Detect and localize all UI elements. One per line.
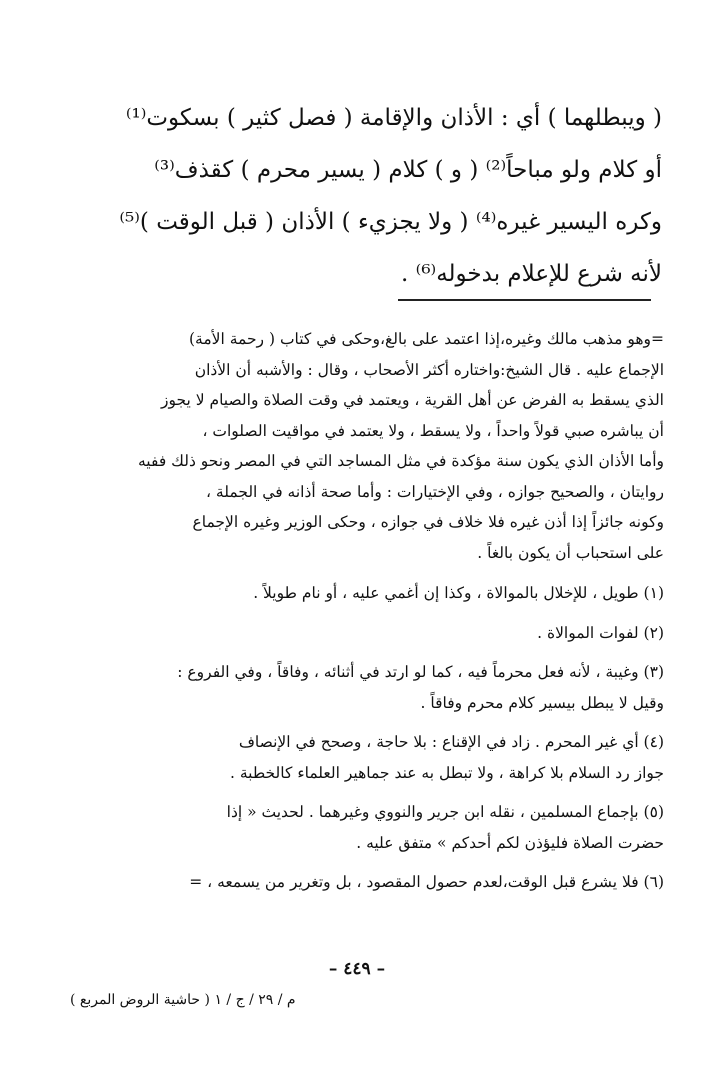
note-line: أن يباشره صبي قولاً واحداً ، ولا يسقط ، ولا يعتمد في مواقيت الصلوات ، [202,421,664,440]
note-line: (٦) فلا يشرع قبل الوقت،لعدم حصول المقصود ، بل وتغرير من يسمعه ، = [189,873,664,891]
note-line: حضرت الصلاة فليؤذن لكم أحدكم » متفق عليه . [356,833,664,852]
note-line: (٣) وغيبة ، لأنه فعل محرماً فيه ، كما لو ارتد في أثنائه ، وفاقاً ، وفي الفروع : [177,663,664,681]
footnote-continuation [50,324,664,568]
note-line: (٢) لفوات الموالاة . [537,623,664,642]
main-line: أو كلام ولو مباحاً⁽²⁾ ( و ) كلام ( يسير محرم ) كقذف⁽³⁾ [154,157,662,183]
note-line: الذي يسقط به الفرض عن أهل القرية ، ويعتمد في وقت الصلاة والصيام لا يجوز [160,391,664,409]
footnote-2 [50,618,664,649]
note-line: (٤) أي غير المحرم . زاد في الإقناع : بلا حاجة ، وصحح في الإنصاف [238,733,664,751]
footnote-1 [50,578,664,609]
note-line: =وهو مذهب مالك وغيره،إذا اعتمد على بالغ،وحكى في كتاب ( رحمة الأمة) [188,330,664,348]
footnote-separator [398,299,651,301]
note-line: جواز رد السلام بلا كراهة ، ولا تبطل به عند جماهير العلماء كالخطبة . [230,763,664,782]
footnote-4 [50,727,664,788]
main-text [62,92,662,300]
note-line: (٥) بإجماع المسلمين ، نقله ابن جرير والنووي وغيرهما . لحديث « إذا [226,803,664,821]
book-reference: م / ٢٩ / ج / ١ ( حاشية الروض المربع ) [70,992,296,1008]
footnote-6 [50,867,664,898]
main-line: ( ويبطلهما ) أي : الأذان والإقامة ( فصل كثير ) بسكوت⁽¹⁾ [125,105,662,131]
footnote-3 [50,657,664,718]
footnote-5 [50,797,664,858]
note-line: الإجماع عليه . قال الشيخ:واختاره أكثر الأصحاب ، وقال : والأشبه أن الأذان [194,360,664,379]
main-line: وكره اليسير غيره⁽⁴⁾ ( ولا يجزيء ) الأذان ( قبل الوقت )⁽⁵⁾ [119,209,662,235]
footnotes [50,324,664,907]
note-line: على استحباب أن يكون بالغاً . [477,543,664,562]
page-number: – ٤٤٩ – [328,959,386,979]
main-line: لأنه شرع للإعلام بدخوله⁽⁶⁾ . [401,261,662,287]
note-line: روايتان ، والصحيح جوازه ، وفي الإختيارات : وأما صحة أذانه في الجملة ، [206,482,664,501]
note-line: وقيل لا يبطل بيسير كلام محرم وفاقاً . [420,693,664,712]
note-line: وكونه جائزاً إذا أذن غيره فلا خلاف في جوازه ، وحكى الوزير وغيره الإجماع [192,513,664,531]
note-line: (١) طويل ، للإخلال بالموالاة ، وكذا إن أغمي عليه ، أو نام طويلاً . [253,584,664,602]
note-line: وأما الأذان الذي يكون سنة مؤكدة في مثل المساجد التي في المصر ونحو ذلك ففيه [138,452,664,470]
